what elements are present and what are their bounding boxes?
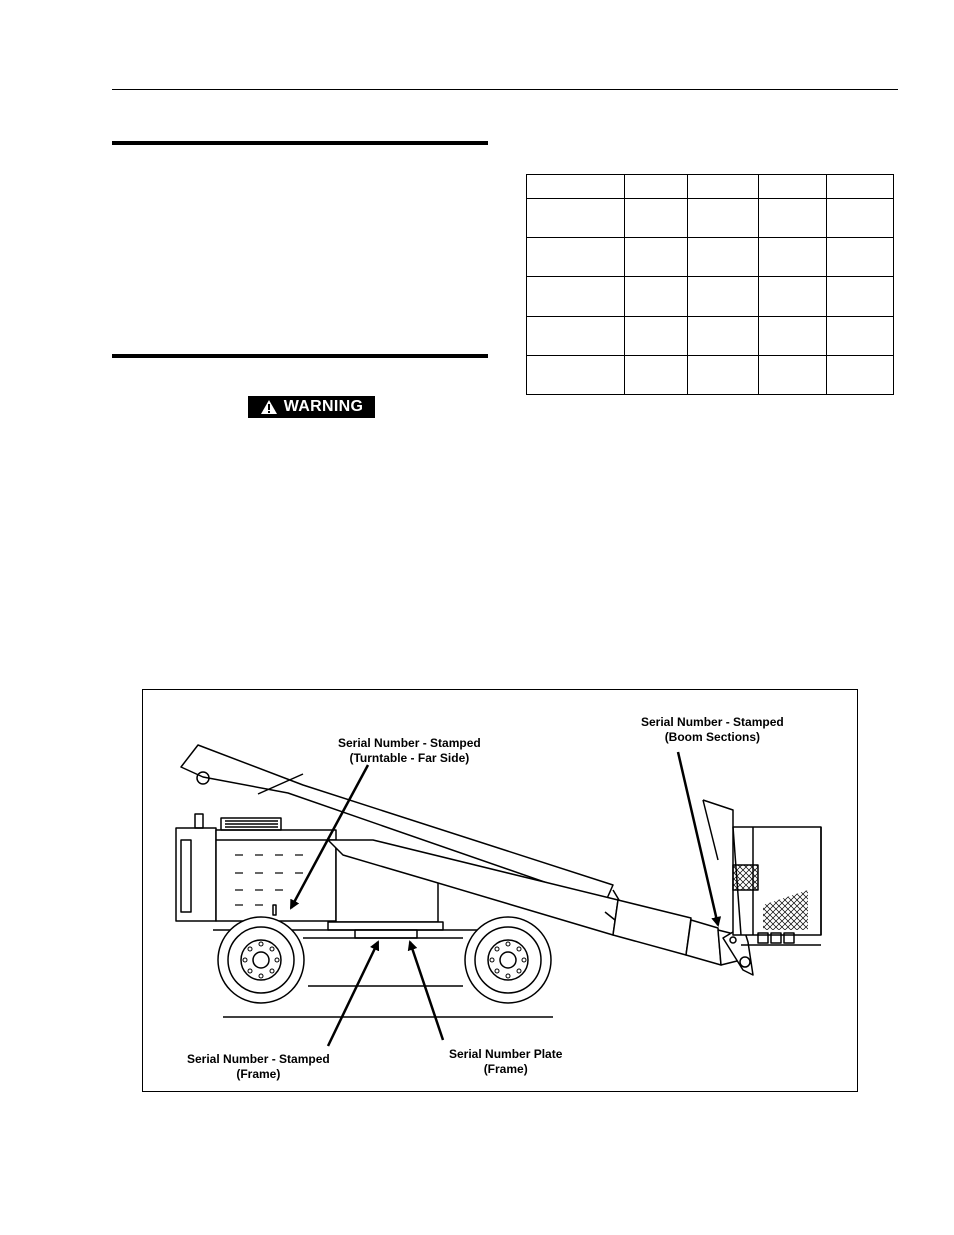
table-cell xyxy=(688,277,759,316)
header-rule xyxy=(112,89,898,90)
table-cell xyxy=(827,175,894,199)
table-cell xyxy=(527,238,625,277)
table-cell xyxy=(759,316,827,355)
table-cell xyxy=(527,199,625,238)
table-cell xyxy=(688,355,759,394)
table-cell xyxy=(827,277,894,316)
table-cell xyxy=(759,175,827,199)
table-cell xyxy=(688,316,759,355)
callout-frame-stamped-line1: Serial Number - Stamped xyxy=(187,1052,330,1066)
warning-label: WARNING xyxy=(283,398,364,415)
table-cell xyxy=(759,199,827,238)
table-cell xyxy=(625,175,688,199)
table-cell xyxy=(827,355,894,394)
table-cell xyxy=(625,199,688,238)
callout-frame-plate xyxy=(449,1047,562,1077)
spec-table xyxy=(526,174,894,395)
table-cell xyxy=(688,238,759,277)
table-cell xyxy=(625,238,688,277)
callout-boom-line1: Serial Number - Stamped xyxy=(641,715,784,729)
table-cell xyxy=(527,355,625,394)
section-rule-top xyxy=(112,141,488,145)
callout-frame-plate-line2: (Frame) xyxy=(483,1062,528,1076)
table-cell xyxy=(625,316,688,355)
table-row xyxy=(527,316,894,355)
table-cell xyxy=(759,238,827,277)
table-cell xyxy=(759,277,827,316)
boom-lift-illustration xyxy=(143,690,859,1093)
table-cell xyxy=(827,316,894,355)
callout-boom xyxy=(641,715,784,745)
warning-triangle-icon xyxy=(260,399,278,415)
table-row xyxy=(527,199,894,238)
table-cell xyxy=(527,316,625,355)
table-cell xyxy=(688,175,759,199)
callout-turntable-line2: (Turntable - Far Side) xyxy=(349,751,470,765)
table-cell xyxy=(527,277,625,316)
warning-badge xyxy=(248,396,375,418)
table-cell xyxy=(527,175,625,199)
callout-frame-stamped xyxy=(187,1052,330,1082)
callout-frame-stamped-line2: (Frame) xyxy=(236,1067,281,1081)
table-row xyxy=(527,355,894,394)
section-rule-bottom xyxy=(112,354,488,358)
serial-number-figure xyxy=(142,689,858,1092)
callout-boom-line2: (Boom Sections) xyxy=(664,730,761,744)
table-cell xyxy=(759,355,827,394)
table-cell xyxy=(827,238,894,277)
table-cell xyxy=(827,199,894,238)
table-cell xyxy=(688,199,759,238)
table-cell xyxy=(625,355,688,394)
callout-frame-plate-line1: Serial Number Plate xyxy=(449,1047,563,1061)
table-header-row xyxy=(527,175,894,199)
table-row xyxy=(527,277,894,316)
table-row xyxy=(527,238,894,277)
callout-turntable-line1: Serial Number - Stamped xyxy=(338,736,481,750)
table-cell xyxy=(625,277,688,316)
callout-turntable xyxy=(338,736,481,766)
